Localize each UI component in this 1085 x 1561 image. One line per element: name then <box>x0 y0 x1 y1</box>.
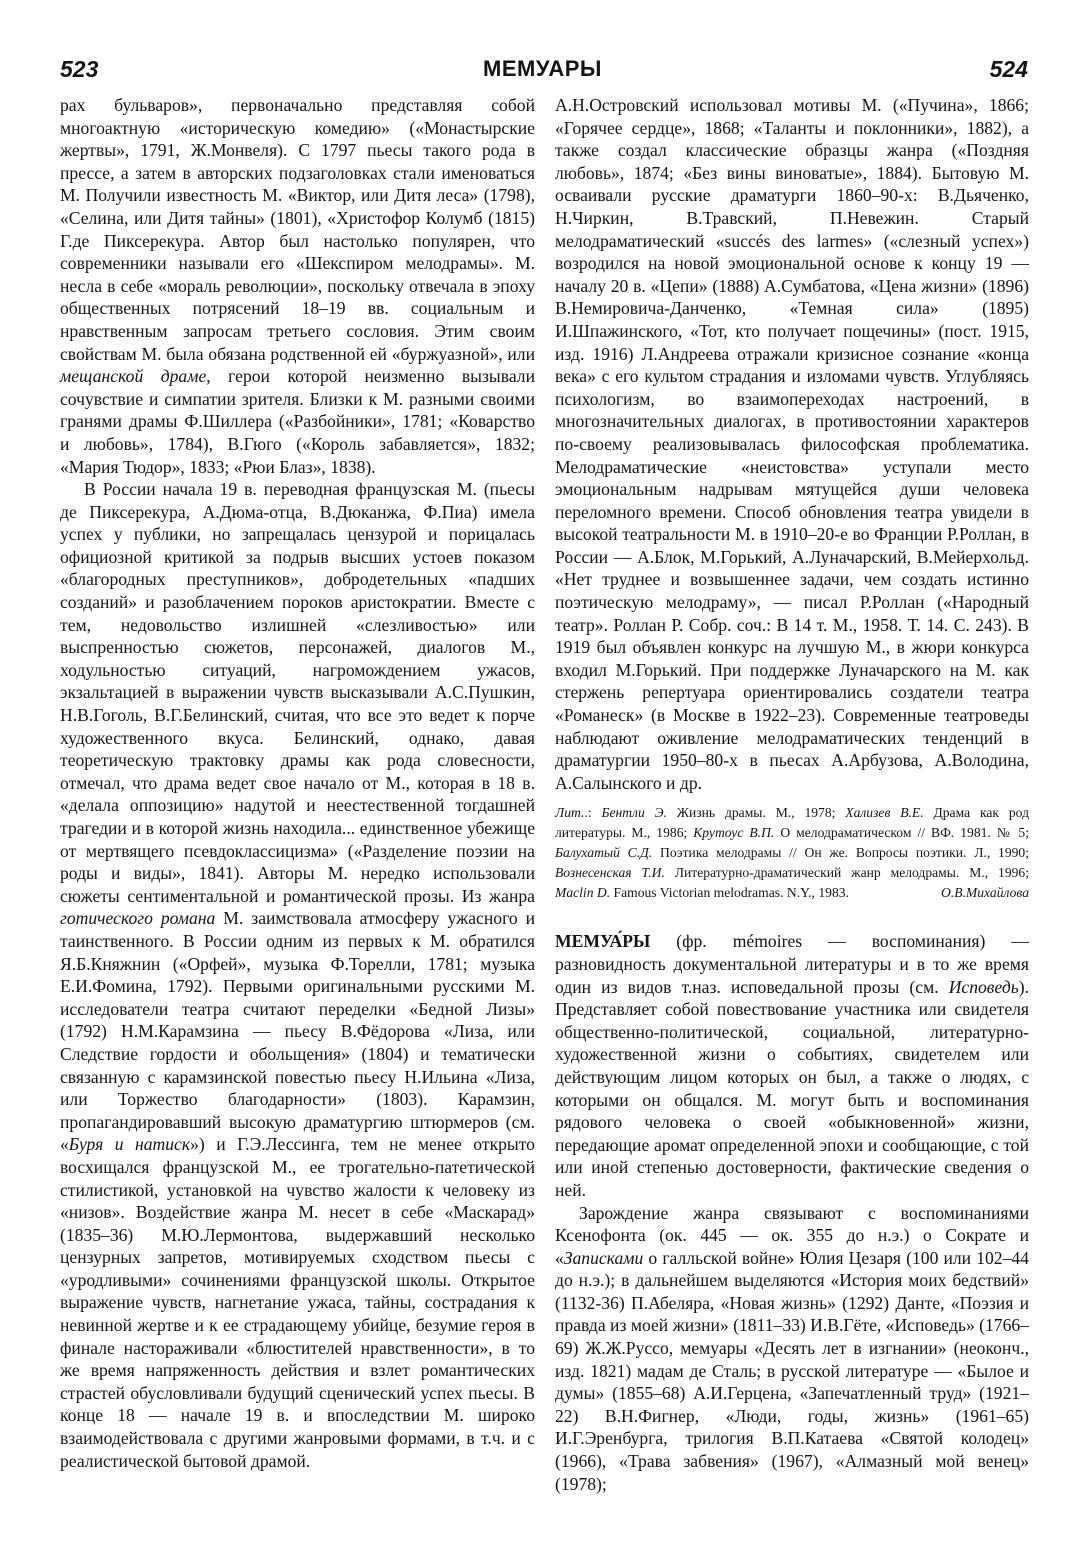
italic-term: Буря и натиск <box>68 1134 191 1155</box>
left-column <box>60 94 535 1472</box>
right-paragraph-3 <box>555 1202 1029 1496</box>
text-run: (фр. mémoires — воспоминания) — разновидность документальной литературы и в то же время один из видов т.наз. исповедальной прозы (см. <box>555 931 1029 997</box>
cross-reference: Исповедь <box>948 976 1019 997</box>
page-number-left: 523 <box>60 56 99 82</box>
running-head: МЕМУАРЫ <box>483 56 602 81</box>
page-header <box>0 54 1085 90</box>
text-run: , герои которой неизменно вызывали сочувствие и симпатии зрителя. Близки к М. разными своими гранями драмы Ф.Шиллера («Разбойники», 1781; «Коварство и любовь», 1784), В.Гюго («Король забавляется», 1832; «Мария Тюдор», 1833; «Рюи Блаз», 1838). <box>60 366 535 477</box>
text-run: ») и Г.Э.Лессинга, тем не менее открыто восхищался французской М., ее трогательно-патетической стилистикой, установкой на чувство жалости к человеку из «низов». Воздействие жанра М. несет в себе «Маскарад» (1835–36) М.Ю.Лермонтова, выдержавший несколько цензурных запретов, мотивируемых сходством пьесы с «уродливыми» сочинениями французской школы. Открытое выражение чувств, нагнетание ужаса, тайны, сострадания к невинной жертве и к ее страдающему убийце, безумие героя в финале настораживали «блюстителей нравственности», в то же время напряженность действия и взлет романтических страстей обусловливали будущий сценический успех пьесы. В конце 18 — начале 19 в. и впоследствии М. широко взаимодействовала с другими жанровыми формами, в т.ч. и с реалистической бытовой драмой. <box>60 1134 535 1471</box>
lit-title: О мелодраматическом // ВФ. 1981. № 5; <box>774 825 1029 841</box>
lit-title: Жизнь драмы. М., 1978; <box>666 805 846 821</box>
literature-label: Лит. <box>555 805 585 821</box>
right-column <box>555 94 1029 1495</box>
lit-title: Литературно-драматический жанр мелодрамы. М., 1996; <box>664 864 1029 880</box>
lit-author: Maclin D. <box>555 884 611 900</box>
italic-term: Записками <box>563 1247 644 1268</box>
entry-headword: МЕМУА́РЫ <box>555 931 651 952</box>
lit-author: Крутоус В.П. <box>693 825 775 841</box>
text-run: Зарождение жанра связывают с воспоминаниями Ксенофонта (ок. 445 — ок. 355 до н.э.) о Сократе и « <box>555 1202 1029 1268</box>
lit-title: Famous Victorian melodramas. N.Y., 1983. <box>610 884 849 900</box>
lit-author: Вознесенская Т.И. <box>555 864 665 880</box>
lit-author: Хализев В.Е. <box>845 805 924 821</box>
right-paragraph-1 <box>555 94 1029 794</box>
italic-term: мещанской драме <box>60 366 207 387</box>
left-paragraph-2 <box>60 478 535 1472</box>
page-number-right: 524 <box>989 56 1028 82</box>
lit-author: Бентли Э. <box>601 805 667 821</box>
text-run: А.Н.Островский использовал мотивы М. («Пучина», 1866; «Горячее сердце», 1868; «Таланты и поклонники», 1882), а также создал классические образцы жанра («Поздняя любовь», 1874; «Без вины виноватые», 1884). Бытовую М. осваивали русские драматурги 1860–90-х: В.Дьяченко, Н.Чиркин, В.Травский, П.Невежин. Старый мелодраматический «succés des larmes» («слезный успех») возродился на новой эмоциональной основе к концу 19 — началу 20 в. «Цепи» (1888) А.Сумбатова, «Цена жизни» (1896) В.Немировича-Данченко, «Темная сила» (1895) И.Шпажинского, «Тот, кто получает пощечины» (пост. 1915, изд. 1916) Л.Андреева отражали кризисное сознание «конца века» с его культом страдания и изломами чувств. Углубляясь психологизм, во взаимопереходах настроений, в многозначительных диалогах, в противостоянии характеров по-своему реализовывалась философская проблематика. Мелодраматические «неистовства» уступали место эмоциональным надрывам мятущейся души человека переломного времени. Способ обновления театра увидели в высокой театральности М. в 1910–20-е во Франции Р.Роллан, в России — А.Блок, М.Горький, А.Луначарский, В.Мейерхольд. «Нет труднее и возвышеннее задачи, чем создать истинно поэтическую мелодраму», — писал Р.Роллан («Народный театр». Роллан Р. Собр. соч.: В 14 т. М., 1958. Т. 14. С. 243). В 1919 был объявлен конкурс на лучшую М., в жюри конкурса входил М.Горький. При поддержке Луначарского на М. как стержень репертуара ориентировались создатели театра «Романеск» (в Москве в 1922–23). Современные театроведы наблюдают оживление мелодраматических тенденций в драматургии 1950–80-х в пьесах А.Арбузова, А.Володина, А.Салынского и др. <box>555 95 1029 793</box>
literature-list: Лит..: Бентли Э. Жизнь драмы. М., 1978; Хализев В.Е. Драма как род литературы. М., 1986; Крутоус В.П. О мелодраматическом // ВФ. 1981. № 5; Балухатый С.Д. Поэтика мелодрамы // Он же. Вопросы поэтики. Л., 1990; Вознесенская Т.И. Литературно-драматический жанр мелодрамы. М., 1996; Maclin D. Famous Victorian melodramas. N.Y., 1983. <box>555 805 1029 900</box>
text-run: ). Представляет собой повествование участника или свидетеля общественно-политической, социальной, литературно-художественной жизни о событиях, свидетелем или действующим лицом которых он был, а также о людях, с которыми он общался. М. могут быть и воспоминания рядового человека о своей «обыкновенной» жизни, передающие аромат определенной эпохи и сообщающие, с той или иной степенью достоверности, фактические сведения о ней. <box>555 976 1029 1200</box>
lit-title: Поэтика мелодрамы // Он же. Вопросы поэтики. Л., 1990; <box>652 845 1029 860</box>
entry-memoirs <box>555 930 1029 1201</box>
lit-title: Драма как род литературы. М., 1986; <box>555 805 1029 841</box>
left-paragraph-1 <box>60 94 535 478</box>
italic-term: готического романа <box>60 908 216 929</box>
text-run: рах бульваров», первоначально представляя собой многоактную «историческую комедию» («Монастырские жертвы», 1791, Ж.Монвеля). С 1797 пьесы такого рода в прессе, а затем в авторских подзаголовках стали именоваться М. Получили известность М. «Виктор, или Дитя леса» (1798), «Селина, или Дитя тайны» (1801), «Христофор Колумб (1815) Г.де Пиксерекура. Автор был настолько популярен, что современники называли его «Шекспиром мелодрамы». М. несла в себе «мораль революции», поскольку отвечала в эпоху общественных потрясений 18–19 вв. социальным и нравственным запросам третьего сословия. Этим своим свойствам М. была обязана родственной ей «буржуазной», или <box>60 95 535 364</box>
article-author: О.В.Михайлова <box>941 884 1029 900</box>
lit-author: Балухатый С.Д. <box>555 845 653 860</box>
text-run: о галльской войне» Юлия Цезаря (100 или 102–44 до н.э.); в дальнейшем выделяются «История моих бедствий» (1132-36) П.Абеляра, «Новая жизнь» (1292) Данте, «Поэзия и правда из моей жизни» (1811–33) И.В.Гёте, «Исповедь» (1766–69) Ж.Ж.Руссо, мемуары «Десять лет в изгнании» (неоконч., изд. 1821) мадам де Сталь; в русской литературе — «Былое и думы» (1855–68) А.И.Герцена, «Запечатленный труд» (1921–22) В.Н.Фигнер, «Люди, годы, жизнь» (1961–65) И.Г.Эренбурга, трилогия В.П.Катаева «Святой колодец» (1966), «Трава забвения» (1967), «Алмазный мой венец» (1978); <box>555 1247 1029 1494</box>
text-run: В России начала 19 в. переводная французская М. (пьесы де Пиксерекура, А.Дюма-отца, В.Дюканжа, Ф.Пиа) имела успех у публики, но запрещалась цензурой и порицалась официозной критикой за подрыв высших устоев показом «благородных преступников», добродетельных «падших созданий» и разоблачением пороков аристократии. Вместе с тем, недовольство излишней «слезливостью» или выспренностью сюжетов, персонажей, диалогов М., ходульностью ситуаций, нагромождением ужасов, экзальтацией в выражении чувств высказывали А.С.Пушкин, Н.В.Гоголь, В.Г.Белинский, считая, что все это ведет к порче художественного вкуса. Белинский, однако, давая теоретическую трактовку драмы как рода словесности, отмечал, что драма ведет свое начало от М., которая в 18 в. «делала оппозицию» надутой и неестественной тогдашней трагедии и в которой жизнь находила... единственное убежище от мертвящего псевдоклассицизма» («Разделение поэзии на роды и виды», 1841). Авторы М. нередко использовали сюжеты сентиментальной и романтической прозы. Из жанра <box>60 479 535 906</box>
text-run: М. заимствовала атмосферу ужасного и таинственного. В России одним из первых к М. обратился Я.Б.Княжнин («Орфей», музыка Ф.Торелли, 1781; музыка Е.И.Фомина, 1792). Первыми оригинальными русскими М. исследователи театра считают переделки «Бедной Лизы» (1792) Н.М.Карамзина — пьесу В.Фёдорова «Лиза, или Следствие гордости и обольщения» (1804) и тематически связанную с карамзинской повестью пьесу Н.Ильина «Лиза, или Торжество благодарности» (1803). Карамзин, пропагандировавший высокую драматургию штюрмеров (см. « <box>60 908 535 1155</box>
